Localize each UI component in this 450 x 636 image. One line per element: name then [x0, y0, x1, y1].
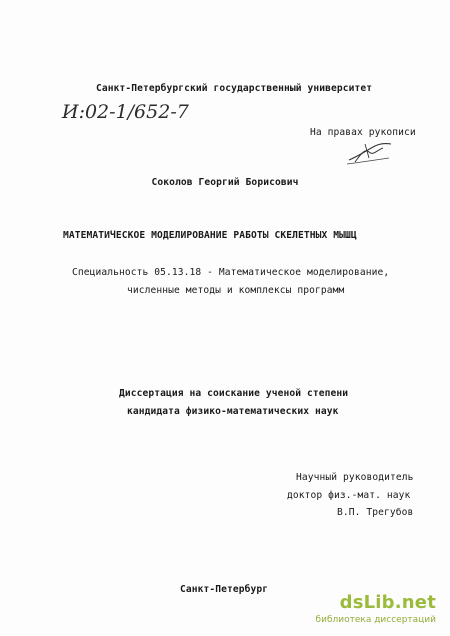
supervisor-degree: доктор физ.-мат. наук	[287, 490, 411, 501]
specialty-line-2: численные методы и комплексы программ	[127, 285, 345, 296]
watermark-logo: dsLib.net	[339, 592, 436, 613]
svg-text:И:02-1/652-7: И:02-1/652-7	[62, 101, 189, 123]
city-name: Санкт-Петербург	[180, 584, 269, 595]
author-name: Соколов Георгий Борисович	[151, 177, 299, 188]
dissertation-degree-line-1: Диссертация на соискание ученой степени	[119, 388, 349, 399]
manuscript-rights-label: На правах рукописи	[310, 127, 416, 138]
university-name: Санкт-Петербургский государственный университет	[96, 83, 373, 94]
supervisor-name: В.П. Трегубов	[337, 507, 414, 518]
supervisor-role: Научный руководитель	[296, 472, 414, 483]
specialty-line-1: Специальность 05.13.18 - Математическое моделирование,	[72, 267, 390, 278]
watermark	[315, 592, 442, 632]
watermark-subtitle: библиотека диссертаций	[315, 615, 436, 625]
signature-icon	[345, 138, 395, 166]
handwritten-archive-code	[60, 98, 240, 124]
dissertation-degree-line-2: кандидата физико-математических наук	[127, 406, 339, 417]
dissertation-title: МАТЕМАТИЧЕСКОЕ МОДЕЛИРОВАНИЕ РАБОТЫ СКЕЛЕТНЫХ МЫШЦ	[63, 230, 357, 241]
